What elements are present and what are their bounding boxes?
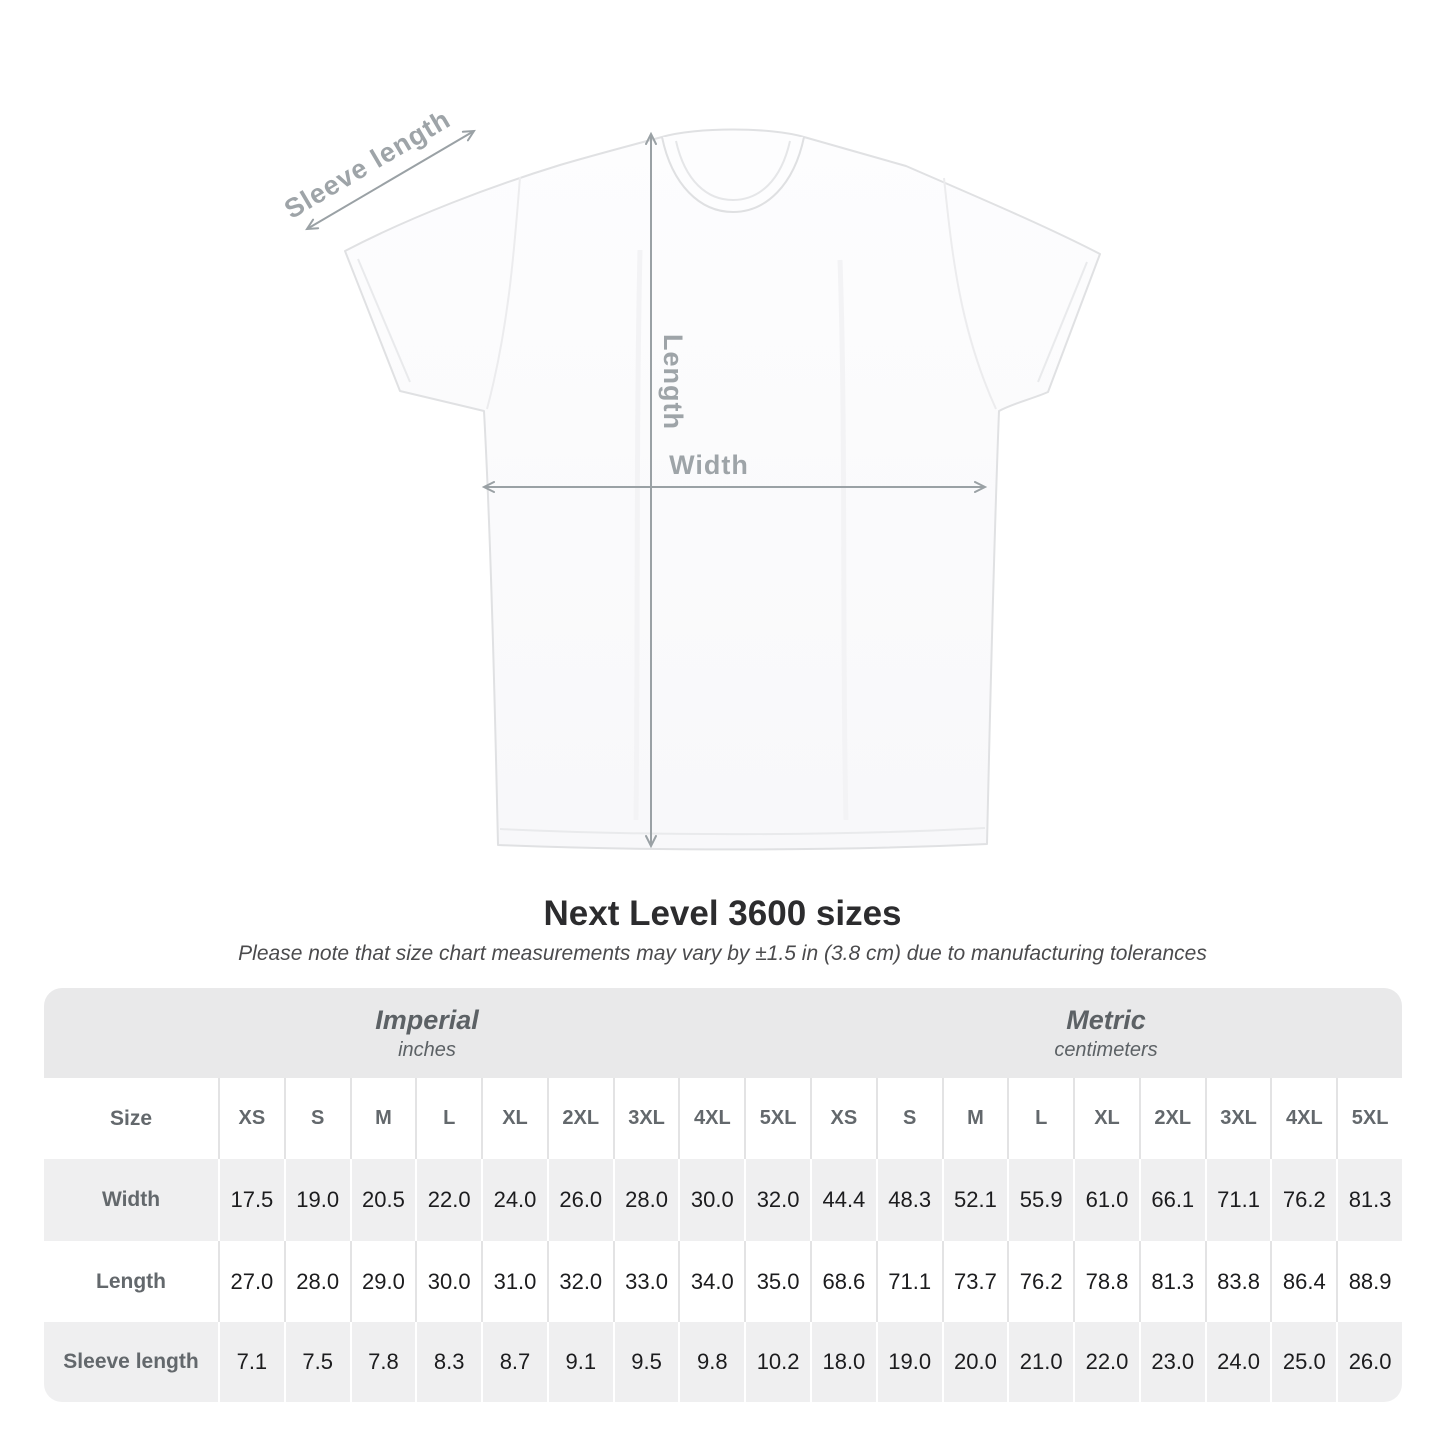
value-cell: 26.0 [547, 1159, 613, 1241]
value-cell: 17.5 [218, 1159, 284, 1241]
value-cell: 68.6 [810, 1241, 876, 1322]
size-header-cell: 4XL [678, 1078, 744, 1159]
size-chart-title: Next Level 3600 sizes [543, 894, 902, 933]
size-header-cell: S [876, 1078, 942, 1159]
metric-unit: centimeters [1054, 1038, 1158, 1061]
value-cell: 71.1 [1205, 1159, 1271, 1241]
size-column-header: Size [44, 1078, 218, 1159]
value-cell: 81.3 [1336, 1159, 1402, 1241]
value-cell: 86.4 [1270, 1241, 1336, 1322]
value-cell: 66.1 [1139, 1159, 1205, 1241]
value-cell: 27.0 [218, 1241, 284, 1322]
metric-header [810, 988, 1402, 1078]
value-cell: 20.0 [942, 1322, 1008, 1402]
value-cell: 22.0 [1073, 1322, 1139, 1402]
value-cell: 33.0 [613, 1241, 679, 1322]
value-cell: 71.1 [876, 1241, 942, 1322]
value-cell: 52.1 [942, 1159, 1008, 1241]
row-label: Width [44, 1159, 218, 1241]
value-cell: 21.0 [1007, 1322, 1073, 1402]
value-cell: 25.0 [1270, 1322, 1336, 1402]
value-cell: 7.8 [350, 1322, 416, 1402]
value-cell: 19.0 [284, 1159, 350, 1241]
value-cell: 48.3 [876, 1159, 942, 1241]
value-cell: 9.1 [547, 1322, 613, 1402]
size-header-cell: XL [481, 1078, 547, 1159]
size-table [44, 988, 1402, 1402]
value-cell: 8.7 [481, 1322, 547, 1402]
value-cell: 55.9 [1007, 1159, 1073, 1241]
imperial-header [44, 988, 810, 1078]
value-cell: 23.0 [1139, 1322, 1205, 1402]
tolerance-note: Please note that size chart measurements may vary by ±1.5 in (3.8 cm) due to manufacturing tolerances [238, 942, 1207, 965]
size-header-cell: XS [218, 1078, 284, 1159]
value-cell: 7.5 [284, 1322, 350, 1402]
size-header-cell: XL [1073, 1078, 1139, 1159]
value-cell: 30.0 [678, 1159, 744, 1241]
value-cell: 24.0 [1205, 1322, 1271, 1402]
value-cell: 10.2 [744, 1322, 810, 1402]
size-header-cell: M [350, 1078, 416, 1159]
value-cell: 76.2 [1270, 1159, 1336, 1241]
size-header-cell: 4XL [1270, 1078, 1336, 1159]
size-header-cell: 5XL [744, 1078, 810, 1159]
size-header-cell: M [942, 1078, 1008, 1159]
value-cell: 88.9 [1336, 1241, 1402, 1322]
value-cell: 30.0 [415, 1241, 481, 1322]
row-label: Length [44, 1241, 218, 1322]
value-cell: 28.0 [284, 1241, 350, 1322]
value-cell: 32.0 [744, 1159, 810, 1241]
value-cell: 76.2 [1007, 1241, 1073, 1322]
metric-label: Metric [1066, 1004, 1146, 1035]
value-cell: 19.0 [876, 1322, 942, 1402]
size-header-cell: L [415, 1078, 481, 1159]
value-cell: 18.0 [810, 1322, 876, 1402]
value-cell: 73.7 [942, 1241, 1008, 1322]
size-header-cell: 2XL [1139, 1078, 1205, 1159]
value-cell: 8.3 [415, 1322, 481, 1402]
value-cell: 9.8 [678, 1322, 744, 1402]
value-cell: 26.0 [1336, 1322, 1402, 1402]
value-cell: 31.0 [481, 1241, 547, 1322]
tshirt-illustration [345, 130, 1100, 850]
value-cell: 29.0 [350, 1241, 416, 1322]
value-cell: 78.8 [1073, 1241, 1139, 1322]
size-header-cell: 3XL [613, 1078, 679, 1159]
value-cell: 83.8 [1205, 1241, 1271, 1322]
size-header-cell: 5XL [1336, 1078, 1402, 1159]
imperial-unit: inches [398, 1038, 456, 1061]
size-header-cell: 3XL [1205, 1078, 1271, 1159]
value-cell: 81.3 [1139, 1241, 1205, 1322]
imperial-label: Imperial [375, 1004, 479, 1035]
value-cell: 32.0 [547, 1241, 613, 1322]
value-cell: 22.0 [415, 1159, 481, 1241]
size-header-cell: S [284, 1078, 350, 1159]
size-header-cell: XS [810, 1078, 876, 1159]
size-header-cell: L [1007, 1078, 1073, 1159]
value-cell: 35.0 [744, 1241, 810, 1322]
value-cell: 7.1 [218, 1322, 284, 1402]
value-cell: 20.5 [350, 1159, 416, 1241]
value-cell: 61.0 [1073, 1159, 1139, 1241]
row-label: Sleeve length [44, 1322, 218, 1402]
value-cell: 44.4 [810, 1159, 876, 1241]
length-label: Length [658, 334, 688, 430]
value-cell: 34.0 [678, 1241, 744, 1322]
size-header-cell: 2XL [547, 1078, 613, 1159]
sleeve-length-label: Sleeve length [279, 103, 456, 225]
value-cell: 24.0 [481, 1159, 547, 1241]
width-label: Width [669, 450, 749, 480]
value-cell: 9.5 [613, 1322, 679, 1402]
value-cell: 28.0 [613, 1159, 679, 1241]
